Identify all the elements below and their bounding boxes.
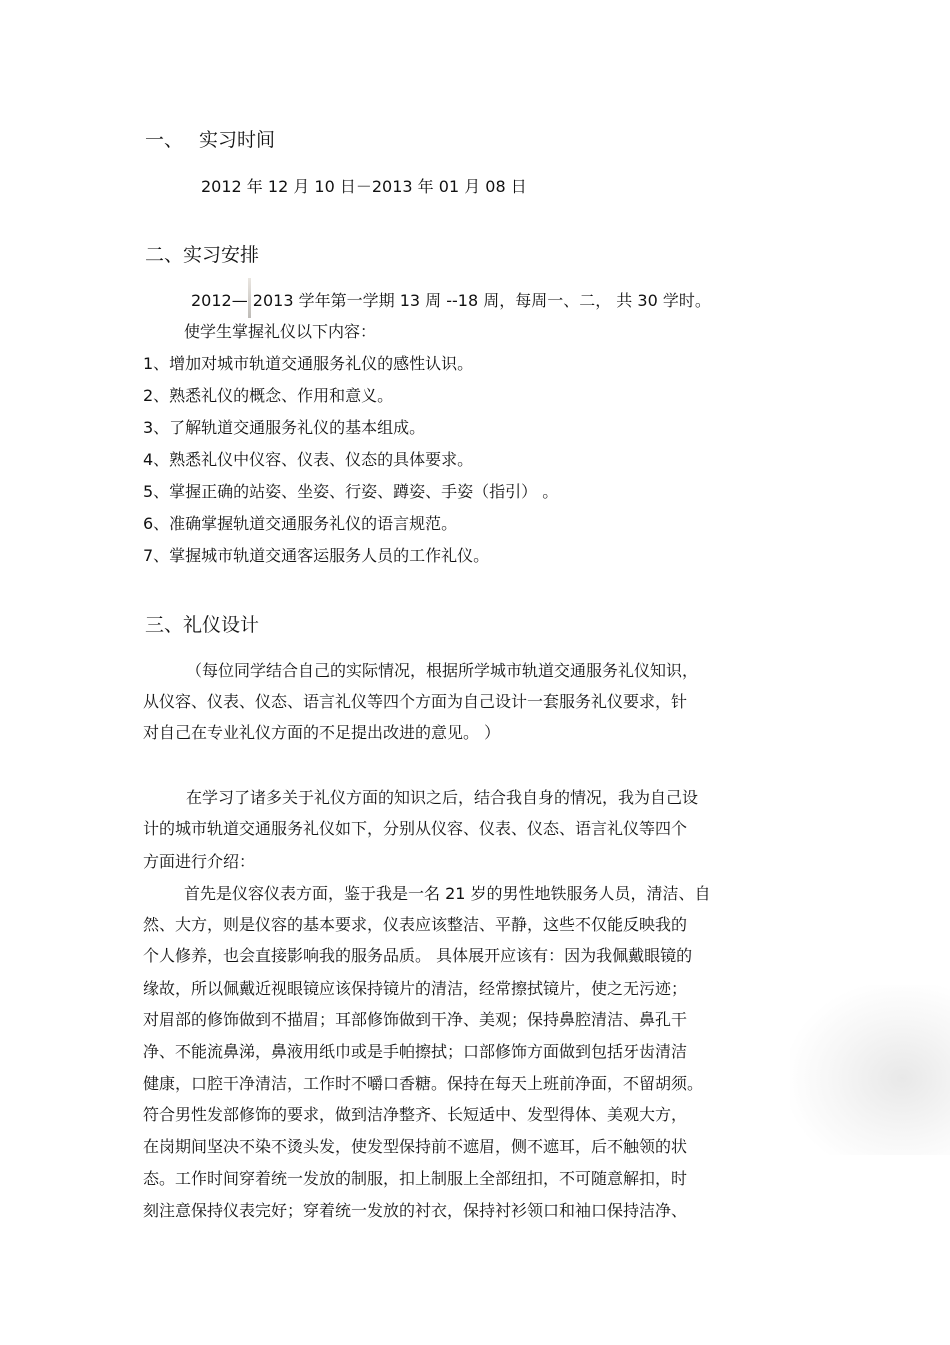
paragraph-line: 对眉部的修饰做到不描眉；耳部修饰做到干净、美观；保持鼻腔清洁、鼻孔干: [143, 1010, 688, 1029]
paragraph-line: 方面进行介绍：: [143, 852, 256, 871]
paragraph-line: 在岗期间坚决不染不烫头发，使发型保持前不遮眉，侧不遮耳，后不触领的状: [143, 1137, 688, 1156]
paragraph-line: 然、大方，则是仪容的基本要求，仪表应该整洁、平静，这些不仅能反映我的: [143, 915, 688, 934]
paragraph-line: 首先是仪容仪表方面，鉴于我是一名 21 岁的男性地铁服务人员，清洁、自: [184, 884, 711, 903]
paragraph-line: 净、不能流鼻涕，鼻液用纸巾或是手帕擦拭；口部修饰方面做到包括牙齿清洁: [143, 1042, 688, 1061]
section-1-title: 实习时间: [199, 129, 276, 151]
content-intro: 使学生掌握礼仪以下内容：: [184, 322, 377, 341]
faint-background-image: [790, 985, 950, 1155]
list-item: 1、增加对城市轨道交通服务礼仪的感性认识。: [143, 354, 474, 373]
paragraph-line: 在学习了诸多关于礼仪方面的知识之后，结合我自身的情况，我为自己设: [186, 788, 699, 807]
paragraph-line: 态。工作时间穿着统一发放的制服，扣上制服上全部纽扣，不可随意解扣，时: [143, 1169, 688, 1188]
paragraph-line: 缘故，所以佩戴近视眼镜应该保持镜片的清洁，经常擦拭镜片，使之无污迹；: [143, 979, 688, 998]
paragraph-line: 符合男性发部修饰的要求，做到洁净整齐、长短适中、发型得体、美观大方，: [143, 1105, 688, 1124]
note-line: （每位同学结合自己的实际情况，根据所学城市轨道交通服务礼仪知识，: [186, 661, 699, 680]
note-line: 从仪容、仪表、仪态、语言礼仪等四个方面为自己设计一套服务礼仪要求，针: [143, 692, 688, 711]
paragraph-line: 健康，口腔干净清洁，工作时不嚼口香糖。保持在每天上班前净面，不留胡须。: [143, 1074, 704, 1093]
list-item: 4、熟悉礼仪中仪容、仪表、仪态的具体要求。: [143, 450, 474, 469]
paragraph-line: 计的城市轨道交通服务礼仪如下，分别从仪容、仪表、仪态、语言礼仪等四个: [143, 819, 688, 838]
list-item: 3、了解轨道交通服务礼仪的基本组成。: [143, 418, 426, 437]
list-item: 6、准确掌握轨道交通服务礼仪的语言规范。: [143, 514, 458, 533]
internship-period: 2012 年 12 月 10 日－2013 年 01 月 08 日: [201, 177, 527, 196]
paragraph-line: 个人修养，也会直接影响我的服务品质。 具体展开应该有：因为我佩戴眼镜的: [143, 946, 693, 965]
section-2-title: 二、实习安排: [145, 244, 260, 266]
paragraph-line: 刻注意保持仪表完好；穿着统一发放的衬衣，保持衬衫领口和袖口保持洁净、: [143, 1201, 688, 1220]
section-3-title: 三、礼仪设计: [145, 614, 260, 636]
list-item: 7、掌握城市轨道交通客运服务人员的工作礼仪。: [143, 546, 490, 565]
list-item: 2、熟悉礼仪的概念、作用和意义。: [143, 386, 394, 405]
note-line: 对自己在专业礼仪方面的不足提出改进的意见。 ）: [143, 723, 501, 742]
section-1-number: 一、: [145, 129, 184, 151]
list-item: 5、掌握正确的站姿、坐姿、行姿、蹲姿、手姿（指引） 。: [143, 482, 559, 501]
schedule-text: 2012— 2013 学年第一学期 13 周 --18 周，每周一、二， 共 30 学时。: [191, 291, 711, 310]
